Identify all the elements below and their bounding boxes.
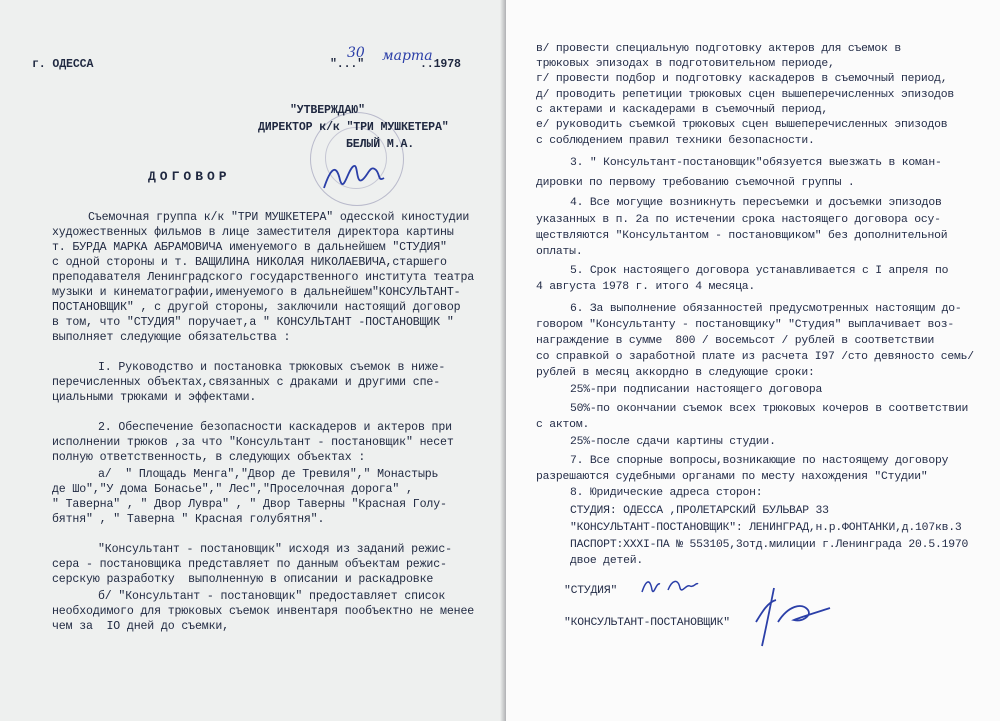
body-line: Съемочная группа к/к "ТРИ МУШКЕТЕРА" одесской киностудии [88, 211, 470, 224]
body-line: со справкой о заработной плате из расчета I97 /сто девяносто семь/ [536, 351, 974, 363]
body-line: рублей в месяц аккордно в следующие сроки: [536, 367, 815, 379]
body-line: 50%-по окончании съемок всех трюковых кочеров в соответствии [570, 403, 969, 415]
city: г. ОДЕССА [32, 58, 94, 71]
body-line: выполняет следующие обязательства : [52, 331, 291, 344]
address-line: "КОНСУЛЬТАНТ-ПОСТАНОВЩИК": ЛЕНИНГРАД,н.р.ФОНТАНКИ,д.107кв.3 [570, 522, 962, 534]
body-line: 7. Все спорные вопросы,возникающие по настоящему договору [570, 455, 949, 467]
body-line: т. БУРДА МАРКА АБРАМОВИЧА именуемого в дальнейшем "СТУДИЯ" [52, 241, 447, 254]
body-line: с соблюдением правил техники безопасности. [536, 135, 815, 147]
body-line: 5. Срок настоящего договора устанавливается с I апреля по [570, 265, 949, 277]
studio-signature [638, 572, 702, 600]
body-line: необходимого для трюковых съемок инвентаря пообъектно не менее [52, 605, 475, 618]
body-line: музыки и кинематографии,именуемого в дальнейшем"КОНСУЛЬТАНТ- [52, 286, 461, 299]
signature-label-studio: "СТУДИЯ" [564, 585, 618, 597]
body-line: преподавателя Ленинградского государственного института театра [52, 271, 475, 284]
body-line: сера - постановщика представляет по данным объектам режис- [52, 558, 447, 571]
body-line: бятня" , " Таверна " Красная голубятня". [52, 513, 325, 526]
body-line: перечисленных объектах,связанных с драками и другими спе- [52, 376, 441, 389]
body-line: с актерами и каскадерами в съемочный период, [536, 104, 828, 116]
body-line: 3. " Консультант-постановщик"обязуется выезжать в коман- [570, 157, 942, 169]
director-signature [318, 150, 388, 200]
body-line: ществляются "Консультантом - постановщиком" без дополнительной [536, 230, 948, 242]
contract-page-right [506, 0, 1000, 721]
date-day-handwritten: 30 [347, 45, 365, 61]
signature-label-consultant: "КОНСУЛЬТАНТ-ПОСТАНОВЩИК" [564, 617, 730, 629]
body-line: " Таверна" , " Двор Лувра" , " Двор Таверны "Красная Голу- [52, 498, 447, 511]
body-line: дировки по первому требованию съемочной группы . [536, 177, 855, 189]
body-line: 4. Все могущие возникнуть пересъемки и досъемки эпизодов [570, 197, 942, 209]
approval-line-2: ДИРЕКТОР к/к "ТРИ МУШКЕТЕРА" [258, 121, 449, 134]
body-line: художественных фильмов в лице заместителя директора картины [52, 226, 454, 239]
body-line: в том, что "СТУДИЯ" поручает,а " КОНСУЛЬТАНТ -ПОСТАНОВЩИК " [52, 316, 454, 329]
body-line: г/ провести подбор и подготовку каскадеров в съемочный период, [536, 73, 948, 85]
body-line: е/ руководить съемкой трюковых сцен вышеперечисленных эпизодов [536, 119, 948, 131]
body-line: награждение в сумме 800 / восемьсот / рублей в соответствии [536, 335, 935, 347]
date-prefix: "..." [330, 58, 365, 71]
body-line: полную ответственность, в следующих объектах : [52, 451, 366, 464]
approval-line-3: БЕЛЫЙ М.А. [346, 138, 415, 151]
body-line: б/ "Консультант - постановщик" предоставляет список [98, 590, 446, 603]
approval-line-1: "УТВЕРЖДАЮ" [290, 104, 365, 117]
body-line: оплаты. [536, 246, 583, 258]
document-title: ДОГОВОР [148, 169, 231, 184]
body-line: серскую разработку выполненную в описании и раскадровке [52, 573, 434, 586]
address-line: СТУДИЯ: ОДЕССА ,ПРОЛЕТАРСКИЙ БУЛЬВАР 33 [570, 505, 829, 517]
body-line: циальными трюками и эффектами. [52, 391, 257, 404]
consultant-signature [748, 582, 838, 652]
body-line: а/ " Площадь Менга","Двор де Тревиля"," Монастырь [98, 468, 439, 481]
body-line: указанных в п. 2а по истечении срока настоящего договора осу- [536, 214, 941, 226]
body-line: чем за IO дней до съемки, [52, 620, 229, 633]
address-line: двое детей. [570, 555, 643, 567]
date-year: ..1978 [420, 58, 461, 71]
body-line: 6. За выполнение обязанностей предусмотренных настоящим до- [570, 303, 962, 315]
body-line: 2. Обеспечение безопасности каскадеров и актеров при [98, 421, 452, 434]
body-line: де Шо","У дома Бонасье"," Лес","Проселочная дорога" , [52, 483, 413, 496]
body-line: I. Руководство и постановка трюковых съемок в ниже- [98, 361, 446, 374]
body-line: разрешаются судебными органами по месту нахождения "Студии" [536, 471, 928, 483]
body-line: 4 августа 1978 г. итого 4 месяца. [536, 281, 755, 293]
body-line: с одной стороны и т. ВАЩИЛИНА НИКОЛАЯ НИКОЛАЕВИЧА,старшего [52, 256, 447, 269]
body-line: в/ провести специальную подготовку актеров для съемок в [536, 43, 901, 55]
body-line: 25%-при подписании настоящего договора [570, 384, 823, 396]
body-line: 25%-после сдачи картины студии. [570, 436, 776, 448]
body-line: д/ проводить репетиции трюковых сцен вышеперечисленных эпизодов [536, 89, 955, 101]
body-line: трюковых эпизодах в подготовительном периоде, [536, 58, 835, 70]
body-line: 8. Юридические адреса сторон: [570, 487, 763, 499]
body-line: говором "Консультанту - постановщику" "Студия" выплачивает воз- [536, 319, 955, 331]
body-line: с актом. [536, 419, 590, 431]
date-month-handwritten: марта [382, 48, 433, 64]
address-line: ПАСПОРТ:XXXI-ПА № 553105,3отд.милиции г.Ленинграда 20.5.1970 [570, 539, 969, 551]
body-line: "Консультант - постановщик" исходя из заданий режис- [98, 543, 452, 556]
body-line: ПОСТАНОВЩИК" , с другой стороны, заключили настоящий договор [52, 301, 461, 314]
body-line: исполнении трюков ,за что "Консультант - постановщик" несет [52, 436, 454, 449]
